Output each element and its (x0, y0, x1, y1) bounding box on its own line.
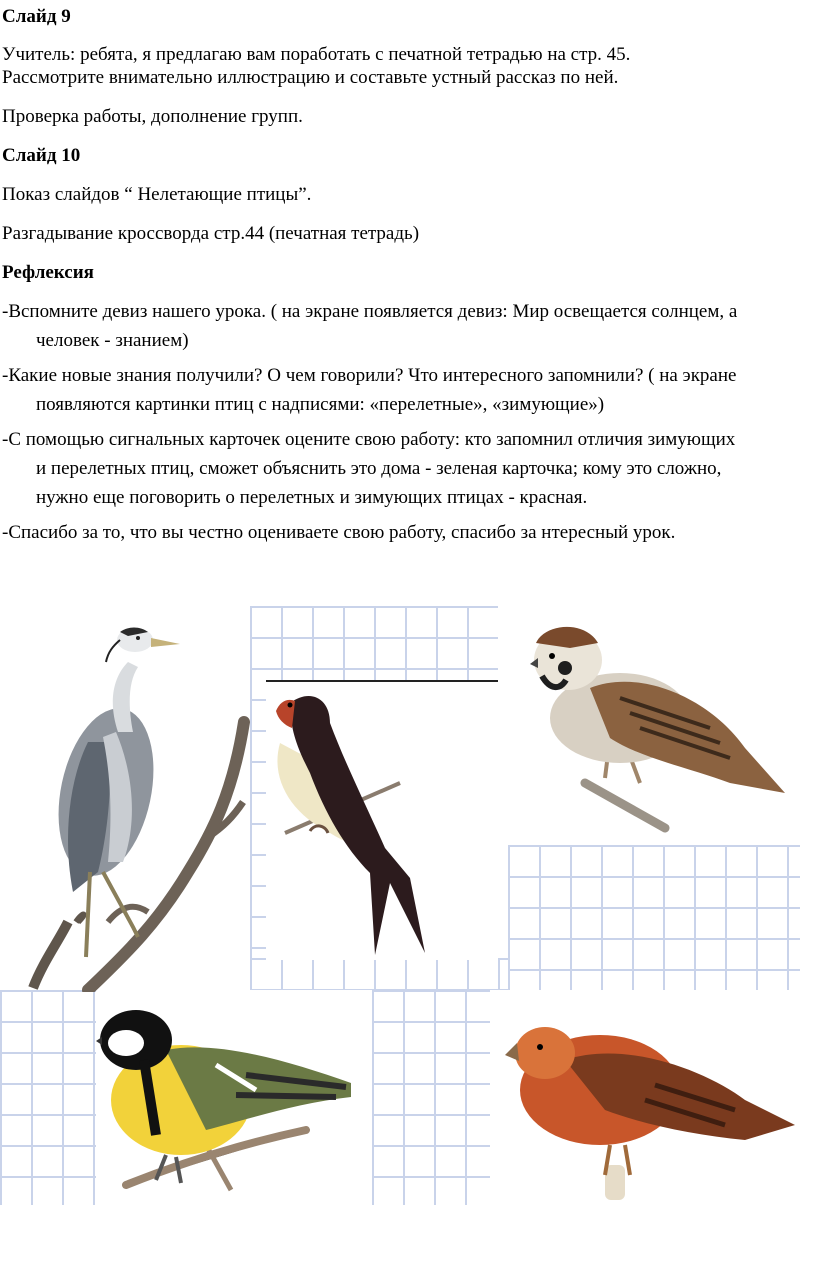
heron-illustration (28, 622, 253, 992)
slide10-heading: Слайд 10 (2, 145, 81, 166)
reflection-paragraph-motto (2, 297, 814, 355)
crossword-line: Разгадывание кроссворда стр.44 (печатная тетрадь) (2, 223, 420, 244)
reflection-paragraph-cards (2, 425, 814, 512)
grid-paper-middle (372, 990, 490, 1205)
crossbill-illustration (505, 1015, 800, 1205)
reflection-heading: Рефлексия (2, 262, 94, 283)
reflection-line: и перелетных птиц, сможет объяснить это дома - зеленая карточка; кому это сложно, (36, 458, 722, 479)
grid-paper-left (0, 990, 96, 1205)
reflection-paragraph-thanks (2, 518, 814, 547)
reflection-line: -Вспомните девиз нашего урока. ( на экране появляется девиз: Мир освещается солнцем, а (2, 301, 738, 322)
grid-paper-right (508, 845, 800, 990)
slide9-heading: Слайд 9 (2, 6, 71, 27)
reflection-line: -С помощью сигнальных карточек оцените свою работу: кто запомнил отличия зимующих (2, 429, 736, 450)
sparrow-illustration (530, 618, 790, 833)
teacher-line-1: Учитель: ребята, я предлагаю вам поработать с печатной тетрадью на стр. 45. (2, 44, 631, 65)
reflection-line: -Какие новые знания получили? О чем говорили? Что интересного запомнили? ( на экране (2, 365, 737, 386)
reflection-line: нужно еще поговорить о перелетных и зимующих птицах - красная. (36, 487, 588, 508)
swallow-illustration (270, 683, 440, 958)
reflection-line: -Спасибо за то, что вы честно оцениваете свою работу, спасибо за нтересный урок. (2, 522, 676, 543)
reflection-line: появляются картинки птиц с надписями: «перелетные», «зимующие») (36, 394, 605, 415)
reflection-line: человек - знанием) (36, 330, 189, 351)
slide-show-line: Показ слайдов “ Нелетающие птицы”. (2, 184, 312, 205)
great-tit-illustration (96, 1005, 361, 1205)
reflection-paragraph-knowledge (2, 361, 814, 419)
check-work-line: Проверка работы, дополнение групп. (2, 106, 303, 127)
teacher-line-2: Рассмотрите внимательно иллюстрацию и составьте устный рассказ по ней. (2, 67, 619, 88)
